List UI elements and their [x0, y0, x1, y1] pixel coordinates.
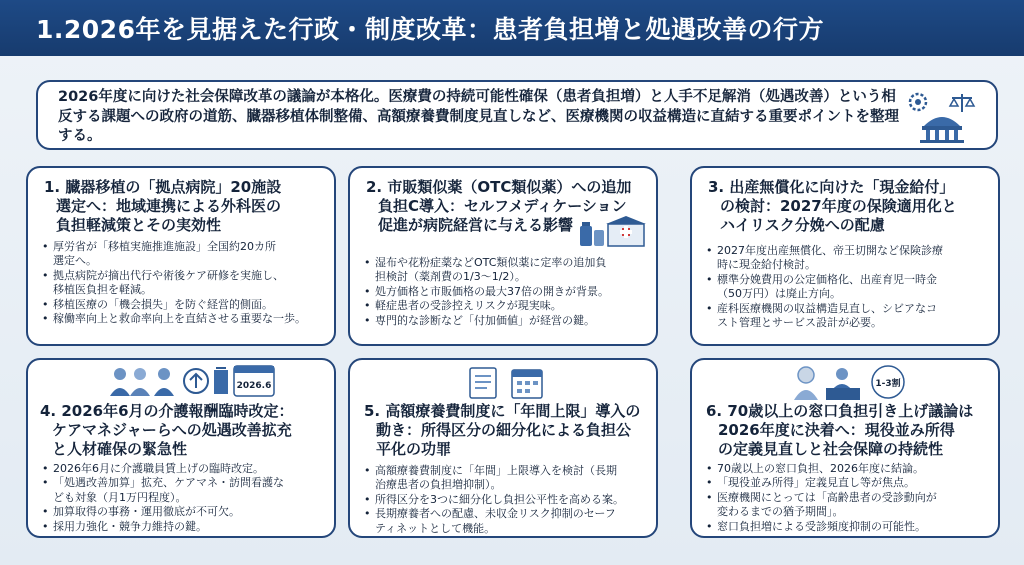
- copay-badge: 1-3割: [875, 379, 901, 389]
- title-line: 選定へ：地域連携による外科医の: [56, 197, 282, 215]
- bullet-item: • 処方価格と市販価格の最大37倍の開きが背景。: [364, 285, 652, 299]
- card-bullets: [364, 464, 656, 536]
- card-bullets: [706, 244, 994, 330]
- elderly-reception-desk-icon: [790, 364, 908, 400]
- bullet-item: • 軽症患者の受診控えリスクが現実味。: [364, 299, 652, 313]
- caregivers-calendar-icon: [106, 364, 276, 398]
- bullet-item: • 湿布や花粉症薬などOTC類似薬に定率の追加負 担検討（薬剤費の1/3〜1/2）。: [364, 256, 652, 285]
- bullet-item: • 2027年度出産無償化、帝王切開など保険診療 時に現金給付検討。: [706, 244, 994, 273]
- card-title: 4. 2026年6月の介護報酬臨時改定： ケアマネジャーらへの処遇改善拡充 と人材確保の緊急性: [40, 402, 294, 458]
- card-organ-transplant: [26, 166, 336, 346]
- card-childbirth-cash: [690, 166, 1000, 346]
- bullet-item: • 拠点病院が摘出代行や術後ケア研修を実施し、 移植医負担を軽減。: [42, 269, 330, 298]
- bullet-item: • 稼働率向上と救命率向上を直結させる重要な一歩。: [42, 312, 330, 326]
- bullet-item: • 採用力強化・競争力維持の鍵。: [42, 520, 332, 534]
- title-bar: [0, 0, 1024, 56]
- intro-box: [36, 80, 998, 150]
- card-high-cost-medical: [348, 358, 658, 538]
- bullet-item: • 高額療養費制度に「年間」上限導入を検討（長期 治療患者の負担増抑制）。: [364, 464, 656, 493]
- medicine-bottles-pharmacy-icon: [578, 216, 646, 248]
- bullet-item: • 長期療養者への配慮、未収金リスク抑制のセーフ ティネットとして機能。: [364, 507, 656, 536]
- government-building-gear-scales-icon: [906, 90, 978, 144]
- card-otc-drugs: [348, 166, 658, 346]
- bullet-item: • 2026年6月に介護職員賃上げの臨時改定。: [42, 462, 332, 476]
- intro-text: 2026年度に向けた社会保障改革の議論が本格化。医療費の持続可能性確保（患者負担増）と人手不足解消（処遇改善）という相反する課題への政府の道筋、臓器移植体制整備、高額療養費制度見直しなど、医療機関の収益構造に直結する重要ポイントを整理する。: [58, 89, 899, 144]
- bullet-item: • 専門的な診断など「付加価値」が経営の鍵。: [364, 314, 652, 328]
- card-bullets: [42, 240, 330, 326]
- bullet-item: • 厚労省が「移植実施推進施設」全国約20カ所 選定へ。: [42, 240, 330, 269]
- card-title: 6. 70歳以上の窓口負担引き上げ議論は 2026年度に決着へ：現役並み所得 の定義見直しと社会保障の持続性: [706, 402, 974, 458]
- title-line: 1. 臓器移植の「拠点病院」20施設: [44, 178, 282, 196]
- bullet-item: • 加算取得の事務・運用徹底が不可欠。: [42, 505, 332, 519]
- card-title: [44, 178, 329, 235]
- bullet-item: • 医療機関にとっては「高齢患者の受診動向が 変わるまでの猶予期間」。: [706, 491, 998, 520]
- card-bullets: [706, 462, 998, 534]
- bullet-item: • 窓口負担増による受診頻度抑制の可能性。: [706, 520, 998, 534]
- bullet-item: • 70歳以上の窓口負担、2026年度に結論。: [706, 462, 998, 476]
- card-title: 3. 出産無償化に向けた「現金給付」 の検討：2027年度の保険適用化と ハイリスク分娩への配慮: [708, 178, 957, 234]
- card-title: 2. 市販類似薬（OTC類似薬）への追加 負担C導入：セルフメディケーション 促進が病院経営に与える影響: [366, 178, 632, 234]
- bullet-item: • 標準分娩費用の公定価格化、出産育児一時金 （50万円）は廃止方向。: [706, 273, 994, 302]
- card-bullets: [42, 462, 332, 534]
- bullet-item: • 「処遇改善加算」拡充、ケアマネ・訪問看護な ども対象（月1万円程度）。: [42, 476, 332, 505]
- bullet-item: • 移植医療の「機会損失」を防ぐ経営的側面。: [42, 298, 330, 312]
- document-calendar-icon: [460, 364, 552, 400]
- bullet-item: • 産科医療機関の収益構造見直し、シビアなコ スト管理とサービス設計が必要。: [706, 302, 994, 331]
- card-bullets: [364, 256, 652, 328]
- calendar-label: 2026.6: [236, 381, 272, 391]
- card-care-fee-revision: [26, 358, 336, 538]
- page-title: 1.2026年を見据えた行政・制度改革：患者負担増と処遇改善の行方: [36, 15, 824, 44]
- bullet-item: • 所得区分を3つに細分化し負担公平性を高める案。: [364, 493, 656, 507]
- title-line: 負担軽減策とその実効性: [56, 216, 222, 234]
- bullet-item: • 「現役並み所得」定義見直し等が焦点。: [706, 476, 998, 490]
- card-title: 5. 高額療養費制度に「年間上限」導入の 動き：所得区分の細分化による負担公 平化の功罪: [364, 402, 641, 458]
- card-elderly-copay: [690, 358, 1000, 538]
